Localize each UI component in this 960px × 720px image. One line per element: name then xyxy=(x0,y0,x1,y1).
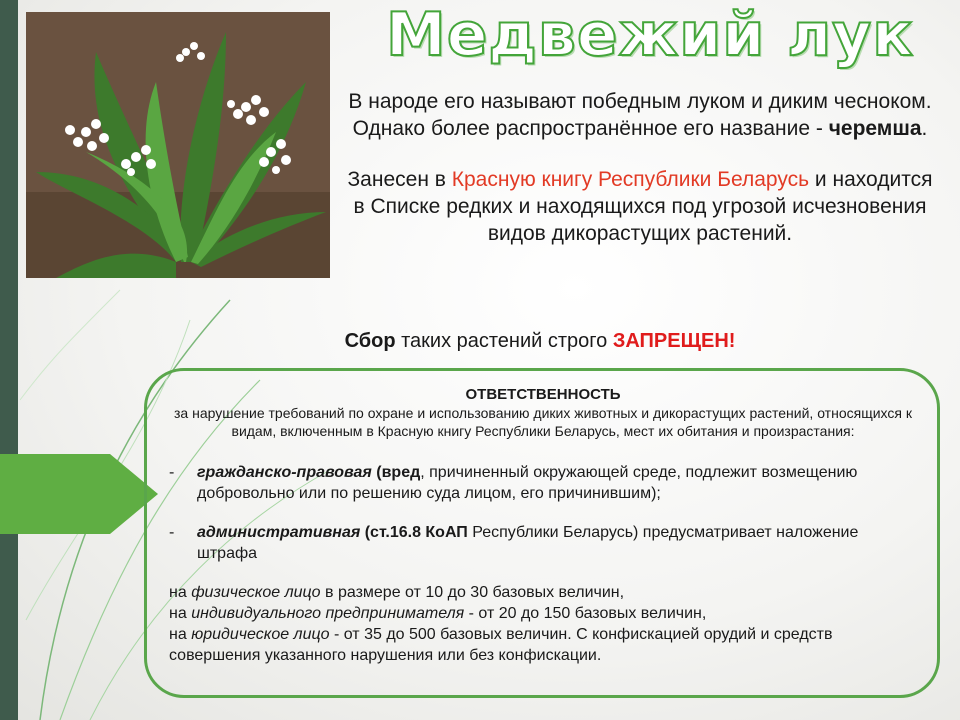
page-title: Медвежий лук xyxy=(386,0,914,70)
fine-legal-entity xyxy=(169,624,917,666)
intro-p1-text: В народе его называют победным луком и диким чесноком. Однако более распространённое его название - xyxy=(348,90,932,140)
intro-paragraph-2 xyxy=(340,166,940,247)
administrative-liability-item xyxy=(169,522,917,564)
fine-prefix: на xyxy=(169,626,192,643)
responsibility-box xyxy=(144,368,940,698)
fine-individual xyxy=(169,582,917,603)
civil-harm-label: (вред xyxy=(371,464,421,481)
administrative-liability-label: административная xyxy=(197,524,361,541)
collect-text: таких растений строго xyxy=(395,330,613,352)
administrative-article-label: (ст.16.8 КоАП xyxy=(360,524,468,541)
responsibility-title: ОТВЕТСТВЕННОСТЬ xyxy=(465,386,621,403)
fine-details xyxy=(169,582,917,666)
forbidden-label: ЗАПРЕЩЕН! xyxy=(612,330,736,352)
fine-prefix: на xyxy=(169,605,192,622)
fine-entrepreneur-label: индивидуального предпринимателя xyxy=(191,605,465,622)
intro-p1-end: . xyxy=(921,117,928,140)
responsibility-subtitle: за нарушение требований по охране и использованию диких животных и дикорастущих растений, относящихся к видам, включенным в Красную книгу Республики Беларусь, мест их обитания и произрастания: xyxy=(174,405,912,439)
list-dash: - xyxy=(169,464,175,481)
fine-entrepreneur-text: - от 20 до 150 базовых величин, xyxy=(464,605,707,622)
fine-legal-entity-label: юридическое лицо xyxy=(191,626,330,643)
civil-liability-text: , причиненный окружающей среде, подлежит возмещению добровольно или по решению суда лицом, его причинившим); xyxy=(197,464,858,502)
intro-paragraph-1 xyxy=(340,88,940,142)
civil-liability-label: гражданско-правовая xyxy=(197,464,372,481)
intro-p2-end: и находится в Списке редких и находящихся под угрозой исчезновения видов дикорастущих растений. xyxy=(353,168,933,245)
fine-individual-text: в размере от 10 до 30 базовых величин, xyxy=(320,584,625,601)
arrow-pointer-icon xyxy=(0,454,160,534)
intro-p1-bold: черемша xyxy=(828,117,922,140)
list-dash: - xyxy=(169,524,175,541)
collect-bold: Сбор xyxy=(344,330,396,352)
wild-garlic-photo xyxy=(26,12,330,278)
red-book-highlight: Красную книгу Республики Беларусь xyxy=(451,168,810,191)
collection-warning xyxy=(230,330,850,353)
fine-legal-entity-text: - от 35 до 500 базовых величин. С конфискацией орудий и средств совершения указанного нарушения или без конфискации. xyxy=(169,626,833,664)
intro-p2-start: Занесен в xyxy=(347,168,452,191)
fine-prefix: на xyxy=(169,584,192,601)
fine-individual-label: физическое лицо xyxy=(191,584,321,601)
fine-entrepreneur xyxy=(169,603,917,624)
administrative-liability-text: Республики Беларусь) предусматривает наложение штрафа xyxy=(197,524,859,562)
civil-liability-item xyxy=(169,462,917,504)
intro-text xyxy=(340,88,940,271)
